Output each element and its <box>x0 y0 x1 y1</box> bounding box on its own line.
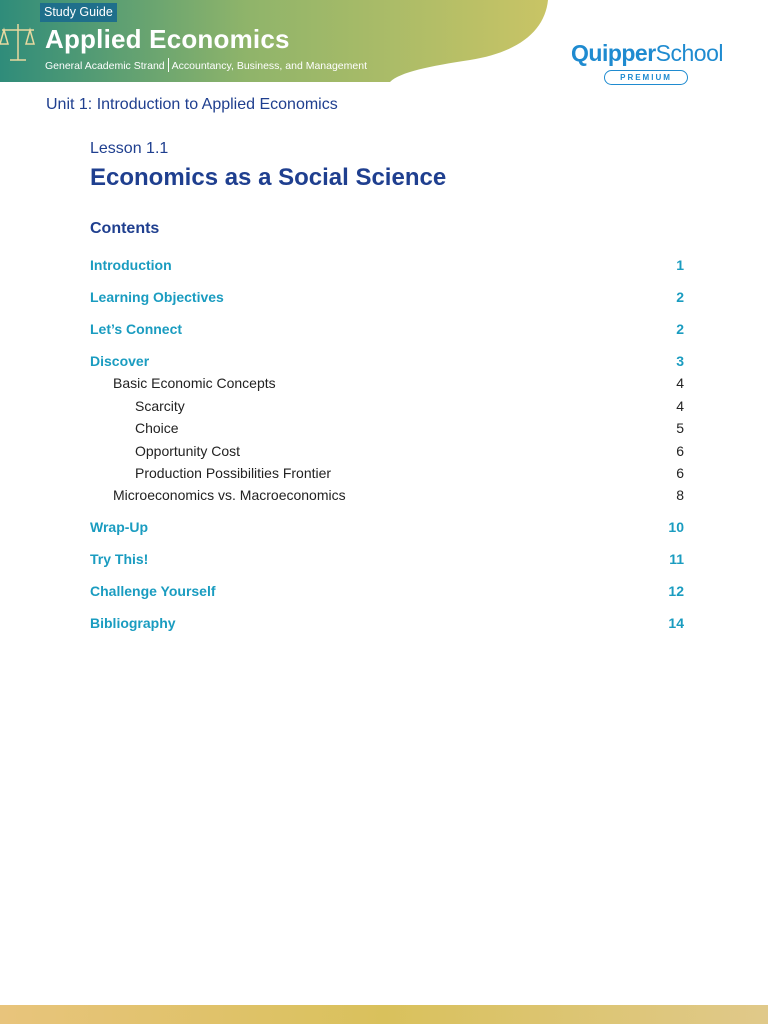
unit-title: Unit 1: Introduction to Applied Economics <box>46 96 338 113</box>
balance-scale-icon <box>0 22 36 64</box>
toc-page: 6 <box>676 465 684 481</box>
toc-page: 4 <box>676 375 684 391</box>
track-label: Accountancy, Business, and Management <box>171 60 367 72</box>
toc-page: 2 <box>676 321 684 337</box>
contents-heading: Contents <box>90 220 160 237</box>
toc-subitem[interactable] <box>90 443 684 459</box>
toc-label: Opportunity Cost <box>135 443 241 459</box>
strand-line <box>45 58 367 72</box>
toc-page: 4 <box>676 398 684 414</box>
toc-page: 14 <box>668 615 684 631</box>
toc-label: Production Possibilities Frontier <box>135 465 332 481</box>
toc-item[interactable] <box>90 583 684 599</box>
toc-page: 3 <box>676 353 684 369</box>
toc-page: 11 <box>669 551 684 567</box>
toc-label: Discover <box>90 353 150 369</box>
toc-item[interactable] <box>90 257 684 273</box>
logo-quipper: Quipper <box>571 40 656 66</box>
course-title: Applied Economics <box>45 24 290 54</box>
logo-school: School <box>655 40 723 66</box>
toc-subitem[interactable] <box>90 487 684 503</box>
quipper-school-logo <box>571 40 723 85</box>
study-guide-badge: Study Guide <box>40 3 117 22</box>
strand-divider <box>168 58 169 72</box>
toc-item[interactable] <box>90 615 684 631</box>
toc-page: 8 <box>676 487 684 503</box>
toc-page: 5 <box>676 420 684 436</box>
toc-page: 10 <box>668 519 684 535</box>
logo-premium-pill: PREMIUM <box>604 70 688 85</box>
toc-item[interactable] <box>90 321 684 337</box>
lesson-title: Economics as a Social Science <box>90 164 447 191</box>
toc-label: Scarcity <box>135 398 185 414</box>
toc-label: Learning Objectives <box>90 289 224 305</box>
toc-subitem[interactable] <box>90 465 684 481</box>
toc-item[interactable] <box>90 551 684 567</box>
footer-band <box>0 1005 768 1024</box>
toc-label: Let’s Connect <box>90 321 183 337</box>
toc-item[interactable] <box>90 353 684 369</box>
strand-label: General Academic Strand <box>45 60 165 72</box>
toc-subitem[interactable] <box>90 420 684 436</box>
toc-label: Introduction <box>90 257 172 273</box>
toc-label: Challenge Yourself <box>90 583 216 599</box>
toc-label: Microeconomics vs. Macroeconomics <box>113 487 346 503</box>
toc-label: Wrap-Up <box>90 519 149 535</box>
toc-subitem[interactable] <box>90 398 684 414</box>
toc-label: Try This! <box>90 551 149 567</box>
toc-item[interactable] <box>90 289 684 305</box>
toc-page: 6 <box>676 443 684 459</box>
toc-label: Choice <box>135 420 179 436</box>
toc-page: 12 <box>668 583 684 599</box>
toc-page: 1 <box>676 257 684 273</box>
toc-subitem[interactable] <box>90 375 684 391</box>
toc-label: Basic Economic Concepts <box>113 375 276 391</box>
lesson-number: Lesson 1.1 <box>90 140 169 157</box>
toc-item[interactable] <box>90 519 684 535</box>
toc-label: Bibliography <box>90 615 176 631</box>
toc-page: 2 <box>676 289 684 305</box>
